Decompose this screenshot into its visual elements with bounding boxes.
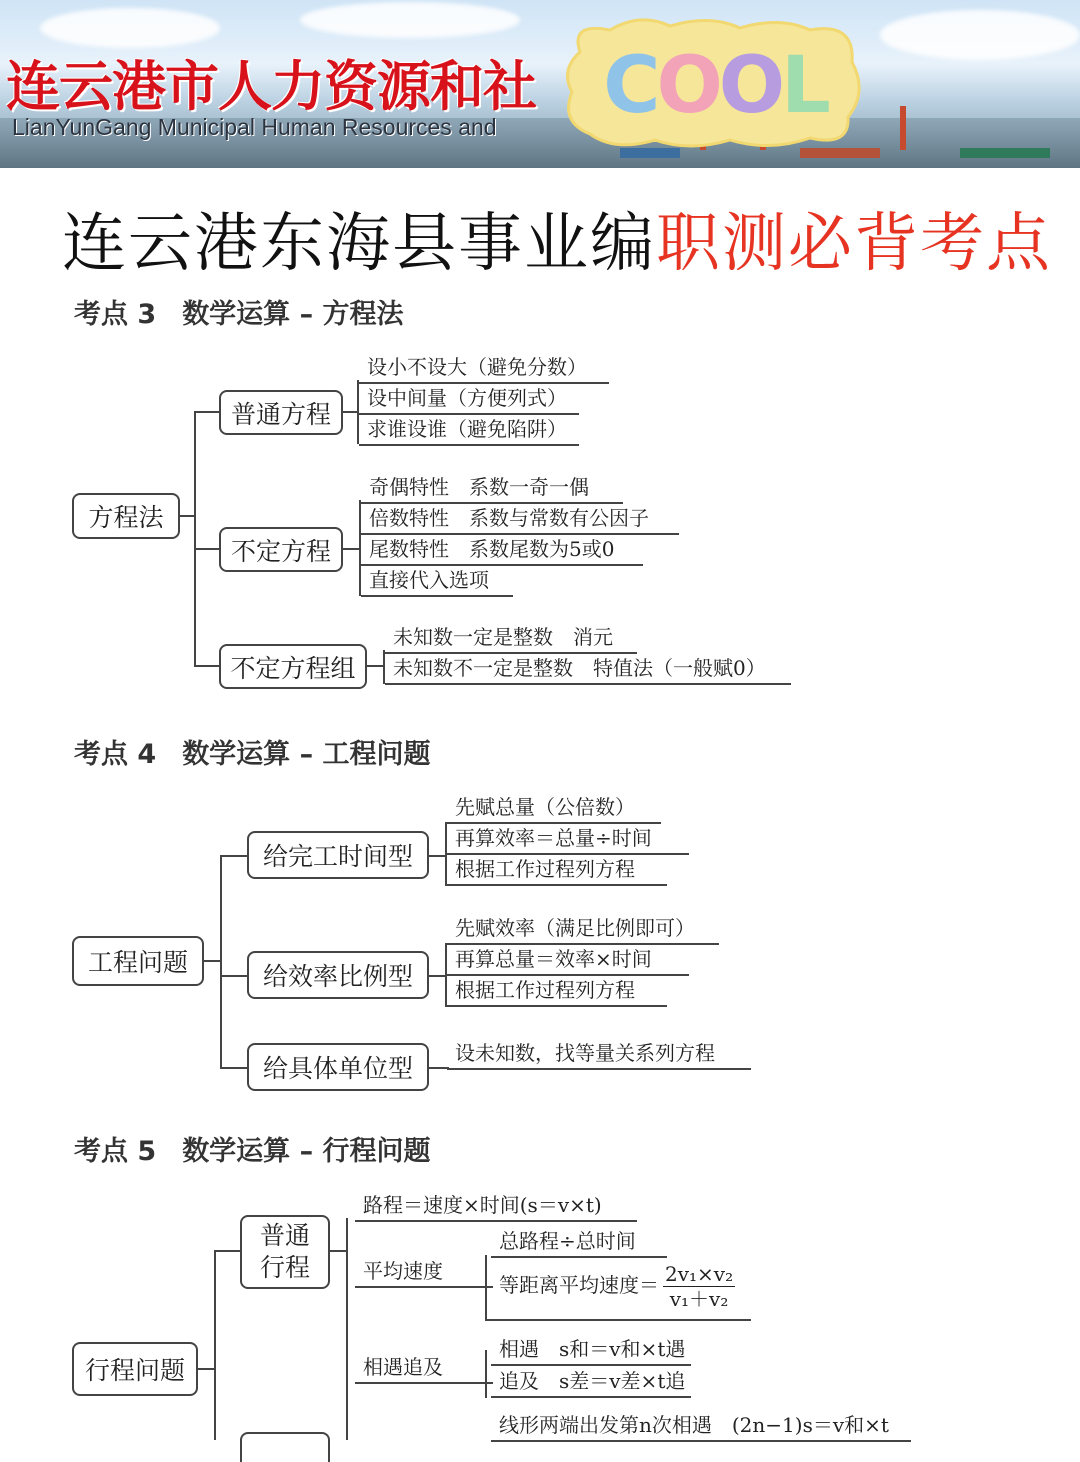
connector xyxy=(220,855,222,1069)
leaf-item: 未知数不一定是整数 特值法（一般赋0） xyxy=(385,653,791,685)
leaf-item: 奇偶特性 系数一奇一偶 xyxy=(361,472,623,504)
banner-title: 连云港市人力资源和社 xyxy=(6,55,536,118)
connector xyxy=(485,1350,487,1398)
branch-node: 不定方程组 xyxy=(219,644,367,689)
cloud-decoration xyxy=(300,2,520,38)
connector xyxy=(194,548,220,550)
fraction-denominator: v₁＋v₂ xyxy=(669,1287,729,1311)
cool-sticker xyxy=(560,12,870,152)
leaf-label: 相遇 xyxy=(499,1337,539,1361)
leaf-item: 设小不设大（避免分数） xyxy=(359,352,609,384)
section-heading xyxy=(74,732,431,771)
leaf-item: 根据工作过程列方程 xyxy=(447,975,667,1007)
section-heading xyxy=(74,292,404,331)
connector xyxy=(220,975,248,977)
connector xyxy=(220,855,248,857)
fraction xyxy=(663,1262,735,1311)
connector xyxy=(194,411,196,667)
branch-node: 给具体单位型 xyxy=(247,1043,429,1091)
leaf-item: 尾数特性 系数尾数为5或0 xyxy=(361,534,643,566)
leaf-item: 设未知数，找等量关系列方程 xyxy=(447,1038,751,1070)
page-title xyxy=(62,192,1052,284)
leaf-item: 总路程÷总时间 xyxy=(491,1226,667,1258)
leaf-item: 根据工作过程列方程 xyxy=(447,854,667,886)
section-number: 考点 4 xyxy=(74,739,157,770)
fraction-numerator: 2v₁×v₂ xyxy=(665,1262,734,1286)
cloud-decoration xyxy=(40,8,220,48)
formula-text: s差＝v差×t追 xyxy=(559,1369,686,1393)
root-node: 工程问题 xyxy=(72,936,204,986)
connector xyxy=(429,1067,449,1069)
leaf-item: 先赋总量（公倍数） xyxy=(447,792,661,824)
leaf-item: 相遇追及 xyxy=(355,1352,493,1384)
connector xyxy=(485,1255,487,1321)
section-label: 数学运算 – 工程问题 xyxy=(182,739,431,770)
cloud-decoration xyxy=(880,10,1080,60)
branch-label: 行程 xyxy=(259,1253,310,1282)
leaf-item: 线形两端出发第n次相遇 (2n−1)s＝v和×t xyxy=(491,1410,911,1442)
connector xyxy=(194,411,220,413)
container-decoration xyxy=(960,148,1050,158)
branch-node: 普通方程 xyxy=(219,390,343,435)
leaf-item: 直接代入选项 xyxy=(361,565,513,597)
leaf-item: 设中间量（方便列式） xyxy=(359,383,579,415)
root-node: 方程法 xyxy=(72,493,180,539)
root-node: 行程问题 xyxy=(72,1342,198,1396)
branch-label: 普通 xyxy=(259,1221,310,1250)
leaf-item: 先赋效率（满足比例即可） xyxy=(447,913,719,945)
leaf-item: 倍数特性 系数与常数有公因子 xyxy=(361,503,679,535)
connector xyxy=(346,1218,348,1440)
branch-node: 不定方程 xyxy=(219,527,343,572)
banner-subtitle: LianYunGang Municipal Human Resources and xyxy=(12,114,497,140)
leaf-label: 追及 xyxy=(499,1369,539,1393)
branch-node xyxy=(240,1215,330,1289)
section-heading xyxy=(74,1129,431,1168)
leaf-item: 未知数一定是整数 消元 xyxy=(385,622,637,654)
formula-text: 等距离平均速度＝ xyxy=(499,1273,659,1297)
leaf-item xyxy=(491,1366,691,1398)
svg-text:COOL: COOL xyxy=(603,41,827,131)
connector xyxy=(214,1250,240,1252)
formula-average-speed xyxy=(499,1262,735,1311)
connector xyxy=(220,1067,248,1069)
branch-node: 给效率比例型 xyxy=(247,951,429,999)
formula-text: s和＝v和×t遇 xyxy=(559,1337,686,1361)
leaf-item: 求谁设谁（避免陷阱） xyxy=(359,414,579,446)
leaf-item: 再算总量＝效率×时间 xyxy=(447,944,689,976)
connector xyxy=(194,665,220,667)
leaf-item: 路程＝速度×时间(s＝v×t) xyxy=(355,1190,637,1222)
page-title-red: 职测必背考点 xyxy=(656,207,1052,281)
leaf-item: 再算效率＝总量÷时间 xyxy=(447,823,689,855)
section-label: 数学运算 – 方程法 xyxy=(182,299,404,330)
crane-decoration xyxy=(900,106,906,150)
header-banner xyxy=(0,0,1080,168)
page-title-black: 连云港东海县事业编 xyxy=(62,207,656,281)
underline xyxy=(487,1319,751,1321)
branch-node-partial xyxy=(240,1432,330,1462)
branch-node: 给完工时间型 xyxy=(247,831,429,879)
section-label: 数学运算 – 行程问题 xyxy=(182,1136,431,1167)
section-number: 考点 3 xyxy=(74,299,157,330)
connector xyxy=(214,1250,216,1440)
section-number: 考点 5 xyxy=(74,1136,157,1167)
leaf-item xyxy=(491,1334,691,1366)
leaf-item: 平均速度 xyxy=(355,1256,493,1288)
